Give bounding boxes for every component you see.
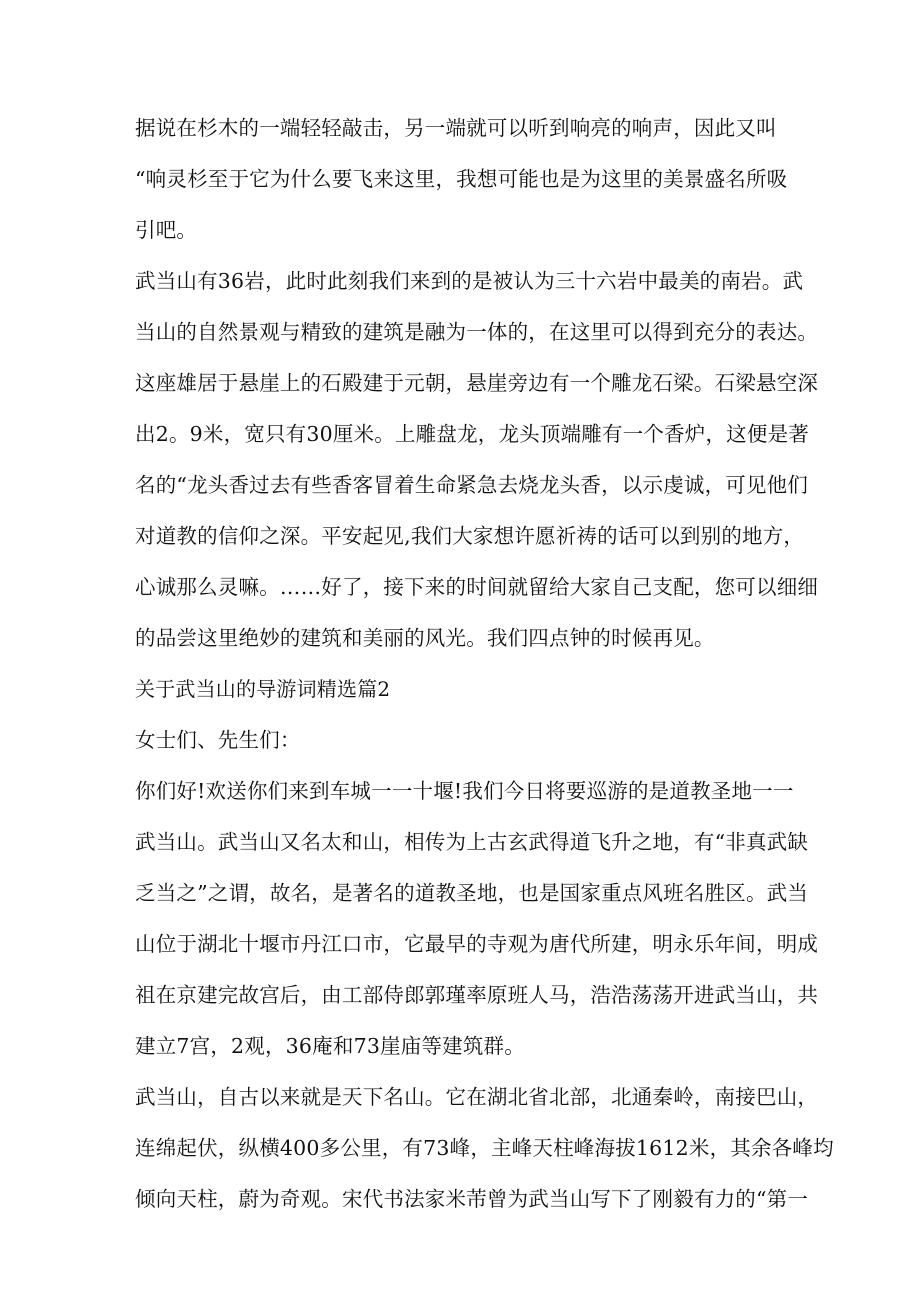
- paragraph-2-line-7: 心诚那么灵嘛。……好了，接下来的时间就留给大家自己支配，您可以细细: [135, 575, 819, 599]
- paragraph-3-line-6: 建立7宫，2观，36庵和73崖庙等建筑群。: [135, 1034, 525, 1058]
- section-heading: 关于武当山的导游词精选篇2: [135, 677, 391, 701]
- paragraph-3-line-1: 你们好!欢送你们来到车城一一十堰!我们今日将要巡游的是道教圣地一一: [135, 779, 794, 803]
- paragraph-2-line-6: 对道教的信仰之深。平安起见,我们大家想许愿祈祷的话可以到别的地方，: [135, 524, 805, 548]
- paragraph-3-line-3: 乏当之”之谓，故名，是著名的道教圣地，也是国家重点风班名胜区。武当: [135, 881, 809, 905]
- paragraph-2-line-4: 出2。9米，宽只有30厘米。上雕盘龙，龙头顶端雕有一个香炉，这便是著: [135, 422, 809, 446]
- paragraph-2-line-1: 武当山有36岩，此时此刻我们来到的是被认为三十六岩中最美的南岩。武: [135, 269, 804, 293]
- paragraph-4-line-2: 连绵起伏，纵横400多公里，有73峰，主峰天柱峰海拔1612米，其余各峰均: [135, 1136, 834, 1160]
- paragraph-3-line-5: 祖在京建完故宫后，由工部侍郎郭瑾率原班人马，浩浩荡荡开进武当山，共: [135, 983, 819, 1007]
- paragraph-2-line-3: 这座雄居于悬崖上的石殿建于元朝，悬崖旁边有一个雕龙石梁。石梁悬空深: [135, 371, 819, 395]
- paragraph-4-line-3: 倾向天柱，蔚为奇观。宋代书法家米芾曾为武当山写下了刚毅有力的“第一: [135, 1187, 809, 1211]
- paragraph-1-line-3: 引吧。: [135, 218, 198, 242]
- paragraph-2-line-5: 名的“龙头香过去有些香客冒着生命紧急去烧龙头香，以示虔诚，可见他们: [135, 473, 809, 497]
- paragraph-2-line-2: 当山的自然景观与精致的建筑是融为一体的，在这里可以得到充分的表达。: [135, 320, 819, 344]
- paragraph-3-line-2: 武当山。武当山又名太和山，相传为上古玄武得道飞升之地，有“非真武缺: [135, 830, 809, 854]
- paragraph-1-line-1: 据说在杉木的一端轻轻敲击，另一端就可以听到响亮的响声，因此又叫: [135, 116, 777, 140]
- paragraph-3-line-4: 山位于湖北十堰市丹江口市，它最早的寺观为唐代所建，明永乐年间，明成: [135, 932, 819, 956]
- greeting-line: 女士们、先生们：: [135, 728, 301, 752]
- paragraph-2-line-8: 的品尝这里绝妙的建筑和美丽的风光。我们四点钟的时候再见。: [135, 626, 715, 650]
- paragraph-1-line-2: “响灵杉至于它为什么要飞来这里，我想可能也是为这里的美景盛名所吸: [135, 167, 788, 191]
- paragraph-4-line-1: 武当山，自古以来就是天下名山。它在湖北省北部，北通秦岭，南接巴山，: [135, 1085, 819, 1109]
